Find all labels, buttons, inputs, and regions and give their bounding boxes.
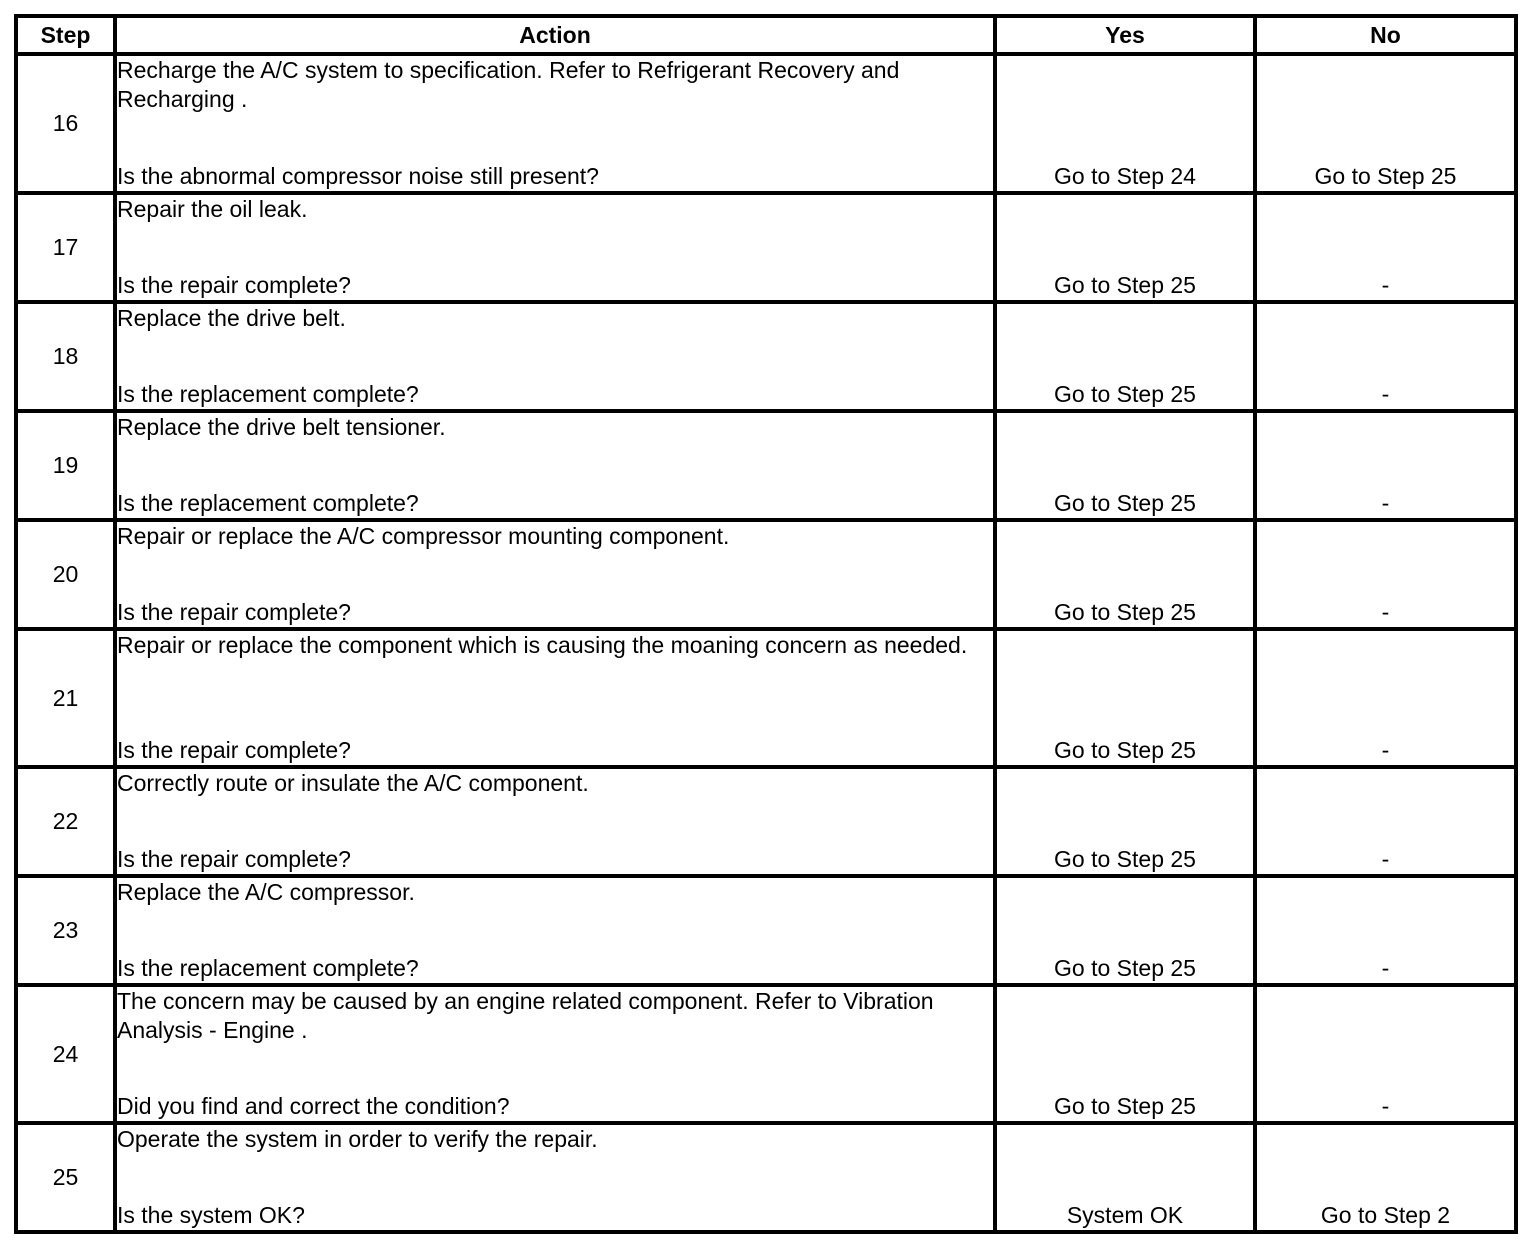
- yes-result: Go to Step 25: [995, 876, 1255, 985]
- no-result: -: [1255, 876, 1516, 985]
- yes-result: Go to Step 24: [995, 54, 1255, 193]
- action-question: Is the abnormal compressor noise still present?: [117, 163, 599, 189]
- step-number: 22: [16, 767, 115, 876]
- action-question: Is the repair complete?: [117, 737, 351, 763]
- table-row: [16, 629, 1516, 767]
- step-number: 21: [16, 629, 115, 767]
- action-cell: [115, 629, 995, 767]
- header-step: Step: [16, 16, 115, 54]
- table-header-row: [16, 16, 1516, 54]
- table-row: [16, 54, 1516, 193]
- yes-result: System OK: [995, 1123, 1255, 1232]
- action-instruction: Recharge the A/C system to specification. Refer to Refrigerant Recovery and Recharging .: [117, 57, 900, 112]
- step-number: 17: [16, 193, 115, 302]
- action-cell: [115, 193, 995, 302]
- action-question: Is the repair complete?: [117, 846, 351, 872]
- step-number: 24: [16, 985, 115, 1123]
- diagnostic-table-sheet: [14, 14, 1514, 1234]
- action-question: Did you find and correct the condition?: [117, 1093, 510, 1119]
- action-cell: [115, 54, 995, 193]
- header-no: No: [1255, 16, 1516, 54]
- yes-result: Go to Step 25: [995, 193, 1255, 302]
- yes-result: Go to Step 25: [995, 629, 1255, 767]
- action-cell: [115, 1123, 995, 1232]
- action-cell: [115, 411, 995, 520]
- no-result: -: [1255, 985, 1516, 1123]
- action-cell: [115, 302, 995, 411]
- no-result: -: [1255, 193, 1516, 302]
- step-number: 19: [16, 411, 115, 520]
- yes-result: Go to Step 25: [995, 985, 1255, 1123]
- no-result: -: [1255, 411, 1516, 520]
- action-instruction: Correctly route or insulate the A/C component.: [117, 770, 589, 796]
- table-row: [16, 985, 1516, 1123]
- step-number: 20: [16, 520, 115, 629]
- no-result: Go to Step 25: [1255, 54, 1516, 193]
- step-number: 25: [16, 1123, 115, 1232]
- table-row: [16, 767, 1516, 876]
- action-question: Is the repair complete?: [117, 599, 351, 625]
- header-action: Action: [115, 16, 995, 54]
- action-instruction: Replace the drive belt tensioner.: [117, 414, 446, 440]
- action-instruction: The concern may be caused by an engine related component. Refer to Vibration Analysis - Engine .: [117, 988, 934, 1043]
- no-result: Go to Step 2: [1255, 1123, 1516, 1232]
- action-instruction: Repair the oil leak.: [117, 196, 308, 222]
- no-result: -: [1255, 629, 1516, 767]
- table-row: [16, 1123, 1516, 1232]
- action-question: Is the repair complete?: [117, 272, 351, 298]
- action-instruction: Operate the system in order to verify the repair.: [117, 1126, 598, 1152]
- no-result: -: [1255, 520, 1516, 629]
- no-result: -: [1255, 302, 1516, 411]
- action-question: Is the replacement complete?: [117, 381, 419, 407]
- action-instruction: Repair or replace the A/C compressor mounting component.: [117, 523, 730, 549]
- action-instruction: Replace the drive belt.: [117, 305, 346, 331]
- no-result: -: [1255, 767, 1516, 876]
- action-cell: [115, 767, 995, 876]
- action-question: Is the replacement complete?: [117, 955, 419, 981]
- diagnostic-table: [14, 14, 1518, 1234]
- yes-result: Go to Step 25: [995, 302, 1255, 411]
- action-instruction: Repair or replace the component which is causing the moaning concern as needed.: [117, 632, 968, 658]
- step-number: 18: [16, 302, 115, 411]
- table-row: [16, 520, 1516, 629]
- yes-result: Go to Step 25: [995, 411, 1255, 520]
- action-question: Is the system OK?: [117, 1202, 305, 1228]
- action-instruction: Replace the A/C compressor.: [117, 879, 415, 905]
- table-row: [16, 876, 1516, 985]
- action-cell: [115, 520, 995, 629]
- action-cell: [115, 985, 995, 1123]
- action-question: Is the replacement complete?: [117, 490, 419, 516]
- yes-result: Go to Step 25: [995, 520, 1255, 629]
- yes-result: Go to Step 25: [995, 767, 1255, 876]
- step-number: 16: [16, 54, 115, 193]
- action-cell: [115, 876, 995, 985]
- table-row: [16, 411, 1516, 520]
- step-number: 23: [16, 876, 115, 985]
- header-yes: Yes: [995, 16, 1255, 54]
- table-row: [16, 302, 1516, 411]
- table-row: [16, 193, 1516, 302]
